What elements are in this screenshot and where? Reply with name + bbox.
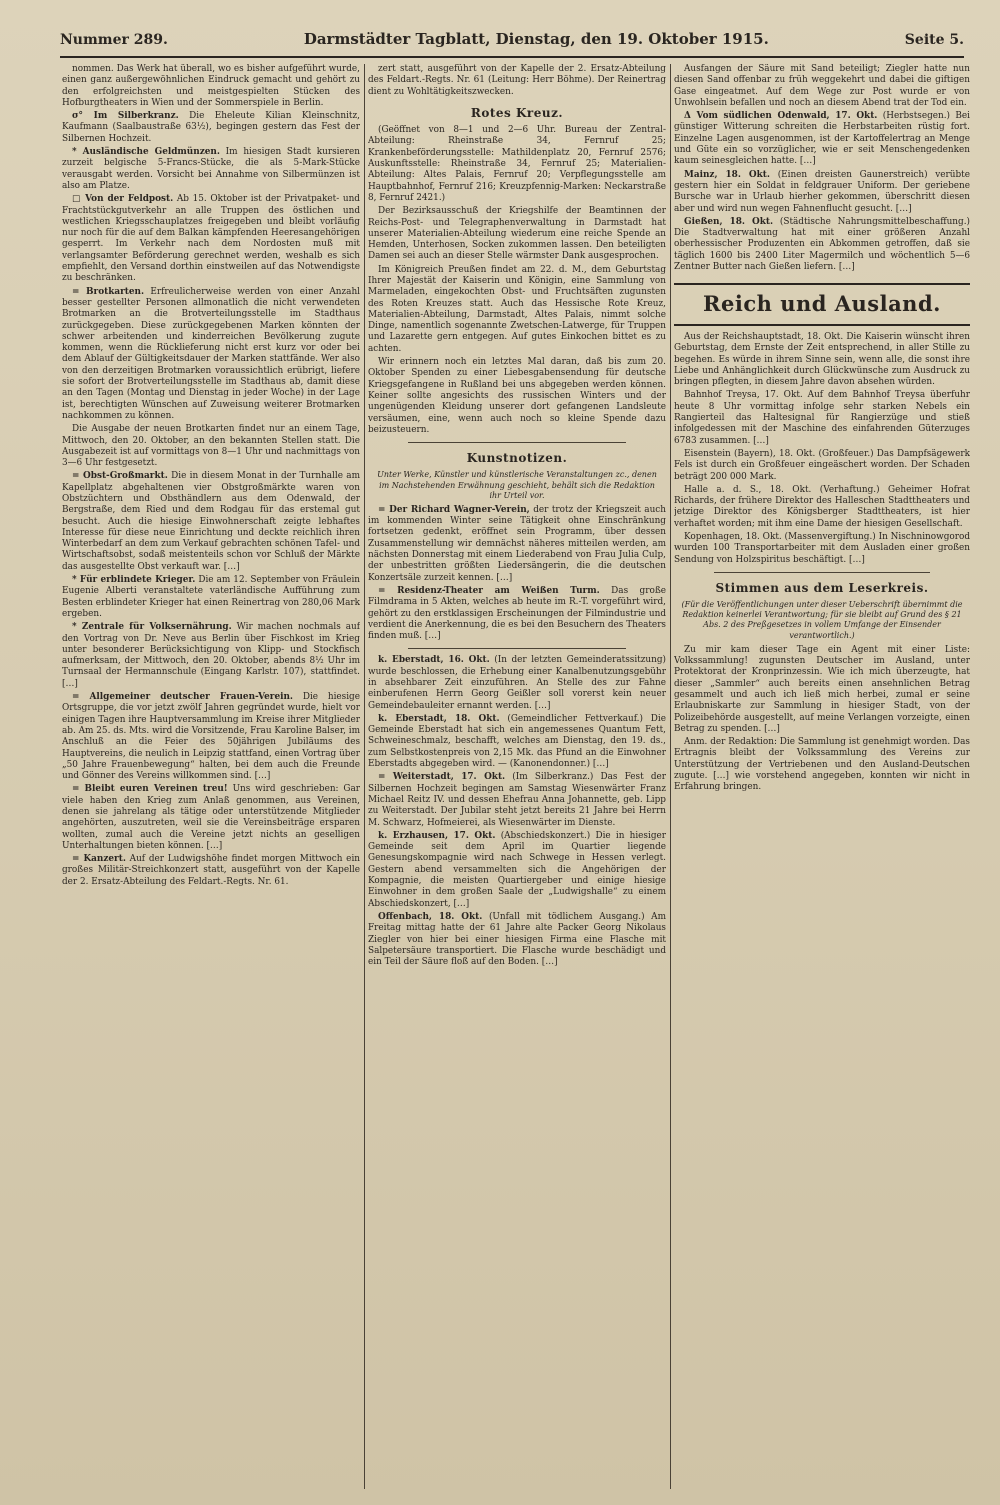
article-paragraph: [62, 854, 360, 888]
article-paragraph: [674, 449, 970, 483]
article-text: (Geöffnet von 8—1 und 2—6 Uhr. Bureau der Zentral-Abteilung: Rheinstraße 34, Fernruf 25; Krankenbeförderungsstelle: Mathildenplatz 20, Fernruf 2576; Auskunftsstelle: Rheinstraße 34, Fernruf 25; Materialien-Abteilung: Altes Palais, Fernruf 20; Verpflegungsstelle am Hauptbahnhof, Fernruf 216; Kreuzpfennig-Marken: Neckarstraße 8, Fernruf 2421.): [368, 125, 666, 203]
editorial-note: Unter Werke, Künstler und künstlerische Veranstaltungen zc., denen im Nachstehenden Erwähnung geschieht, behält sich die Redaktion ihr Urteil vor.: [377, 470, 657, 500]
article-paragraph: [368, 772, 666, 828]
section-heading-readers-voices: Stimmen aus dem Leserkreis.: [715, 580, 929, 595]
article-paragraph: [62, 622, 360, 690]
article-lead: = Obst-Großmarkt.: [72, 471, 168, 482]
article-text: Eisenstein (Bayern), 18. Okt. (Großfeuer.) Das Dampfsägewerk Fels ist durch ein Großfeuer eingeäschert worden. Der Schaden beträgt 200 000 Mark.: [674, 448, 970, 482]
article-lead: k. Erzhausen, 17. Okt.: [378, 830, 496, 841]
article-text: Der Bezirksausschuß der Kriegshilfe der Beamtinnen der Reichs-Post- und Telegraphenverwaltung in Darmstadt hat unserer Materialien-Abteilung wiederum eine reiche Spende an Hemden, Unterhosen, Socken zukommen lassen. Den beteiligten Damen sei auch an dieser Stelle wärmster Dank ausgesprochen.: [368, 206, 666, 262]
article-text: (Städtische Nahrungsmittelbeschaffung.) Die Stadtverwaltung hat mit einer größeren Anzahl oberhessischer Produzenten ein Abkommen getroffen, daß sie täglich 1600 bis 2400 Liter Magermilch und wöchentlich 5—6 Zentner Butter nach Gießen liefern. […]: [674, 216, 970, 273]
article-text: Die Eheleute Kilian Kleinschnitz, Kaufmann (Saalbaustraße 63½), begingen gestern das Fest der Silbernen Hochzeit.: [62, 111, 360, 144]
section-heading-reich-und-ausland: Reich und Ausland.: [674, 283, 970, 326]
article-paragraph: [368, 265, 666, 355]
disclaimer-note: (Für die Veröffentlichungen unter dieser Ueberschrift übernimmt die Redaktion keinerlei Verantwortung; für sie bleibt auf Grund des § 21 Abs. 2 des Preßgesetzes in vollem Umfange der Einsender verantwortlich.): [681, 600, 963, 640]
column-divider: [364, 64, 365, 1489]
article-lead: k. Eberstadt, 16. Okt.: [378, 655, 490, 666]
article-lead: = Residenz-Theater am Weißen Turm.: [378, 585, 600, 596]
article-lead: = Brotkarten.: [72, 286, 145, 297]
article-text: Die hiesige Ortsgruppe, die vor jetzt zwölf Jahren gegründet wurde, hielt vor einigen Tagen ihre Hauptversammlung im Kreise ihrer Mitglieder ab. Am 25. ds. Mts. wird die Vorsitzende, Frau Karoline Balser, im Anschluß an die Feier des 50jährigen Jubiläums des Hauptvereins, die neulich in Leipzig stattfand, einen Vortrag über „50 Jahre Frauenbewegung“ halten, bei dem auch die Freunde und Gönner des Vereins willkommen sind. […]: [62, 692, 360, 782]
article-paragraph: [674, 532, 970, 566]
article-paragraph: [62, 111, 360, 145]
article-text: (In der letzten Gemeinderatssitzung) wurde beschlossen, die Erhebung einer Kanalbenutzungsgebühr in absehbarer Zeit einzuführen. An Stelle des zur Fahne einberufenen Herrn Georg Geißler soll vorerst kein neuer Gemeindebauleiter ernannt werden. […]: [368, 655, 666, 711]
article-paragraph: [368, 912, 666, 968]
article-lead: = Kanzert.: [72, 854, 126, 865]
article-text: Wir machen nochmals auf den Vortrag von Dr. Neve aus Berlin über Fischkost im Krieg unter besonderer Berücksichtigung von Klipp- und Stockfisch aufmerksam, der Mittwoch, den 20. Oktober, abends 8½ Uhr im Turnsaal der Hermannschule (Eingang Karlstr. 107), stattfindet. […]: [62, 622, 360, 689]
column-3: [674, 64, 970, 1489]
article-paragraph: [674, 111, 970, 167]
section-heading-red-cross: Rotes Kreuz.: [470, 105, 564, 120]
article-paragraph: [62, 64, 360, 109]
article-text: Uns wird geschrieben: Gar viele haben den Krieg zum Anlaß genommen, aus Vereinen, denen sie jahrelang als tätige oder unterstützende Mitglieder angehörten, auszutreten, weil sie die Vereinsbeiträge ersparen wollten, zumal auch die Vereine jetzt nichts an geselligen Unterhaltungen bieten können. […]: [62, 784, 360, 851]
article-text: (Gemeindlicher Fettverkauf.) Die Gemeinde Eberstadt hat sich ein angemessenes Quantum Fett, Schweineschmalz, beschafft, welches am Dienstag, den 19. ds., zum Selbstkostenpreis von 2,15 Mk. das Pfund an die Einwohner Eberstadts abgegeben wird. — (Kanonendonner.) […]: [368, 713, 666, 770]
article-lead: σ° Im Silberkranz.: [72, 111, 179, 122]
article-text: Erfreulicherweise werden von einer Anzahl besser gestellter Personen allmonatlich die nicht verwendeten Brotmarken an die Brotverteilungsstelle im Stadthaus zurückgegeben. Diese zurückgegebenen Marken könnten der schwer arbeitenden und kinderreichen Bevölkerung zugute kommen, wenn die Rücklieferung nicht erst kurz vor oder bei dem Ablauf der Gültigkeitsdauer der Marken stattfände. Wer also von den derzeitigen Brotmarken voraussichtlich erübrigt, liefere sie sofort der Brotverteilungsstelle im Stadthaus ab, damit diese an den Tagen (Montag und Dienstag in jeder Woche) in der Lage ist, berechtigten Wünschen auf Zuweisung weiterer Brotmarken nachkommen zu können.: [62, 286, 360, 421]
article-lead: = Bleibt euren Vereinen treu!: [72, 784, 228, 795]
article-paragraph: [674, 390, 970, 446]
red-cross-articles: [368, 125, 666, 436]
column-divider: [670, 64, 671, 1489]
section-divider: [408, 442, 626, 443]
article-text: Die in diesem Monat in der Turnhalle am Kapellplatz abgehaltenen vier Obstgroßmärkte waren von Obstzüchtern und Obsthändlern aus dem Odenwald, der Bergstraße, dem Ried und dem Rodgau für das erstemal gut besucht. Auch die hiesige Einwohnerschaft zeigte lebhaftes Interesse für diese neue Einrichtung und deckte reichlich ihren Winterbedarf an dem zum Verkauf gebrachten schönen Tafel- und Wirtschaftsobst, sodaß meistenteils schon vor Schluß der Märkte das ausgestellte Obst verkauft war. […]: [62, 471, 360, 572]
article-lead: Gießen, 18. Okt.: [684, 216, 774, 227]
article-text: Im Königreich Preußen findet am 22. d. M., dem Geburtstag Ihrer Majestät der Kaiserin und Königin, eine Sammlung von Marmeladen, eingekochten Obst- und Fruchtsäften zugunsten des Roten Kreuzes statt. Auch das Hessische Rote Kreuz, Materialien-Abteilung, Darmstadt, Altes Palais, nimmt solche Dinge, namentlich sogenannte Zwetschen-Latwerge, für Truppen und Lazarette gern entgegen. Auf gutes Einkochen bittet es zu achten.: [368, 264, 666, 354]
reich-und-ausland-articles: [674, 332, 970, 566]
article-paragraph: [368, 505, 666, 584]
issue-number: Nummer 289.: [60, 32, 168, 48]
newspaper-title: Darmstädter Tagblatt, Dienstag, den 19. Oktober 1915.: [303, 30, 769, 48]
local-news-list: [62, 64, 360, 888]
article-text: Aus der Reichshauptstadt, 18. Okt. Die Kaiserin wünscht ihren Geburtstag, dem Ernste der Zeit entsprechend, in aller Stille zu begehen. Es würde in ihrem Sinne sein, wenn alle, die sonst ihre Liebe und Anhänglichkeit durch Glückwünsche zum Ausdruck zu bringen pflegten, in diesem Jahre davon absehen würden.: [674, 332, 970, 388]
article-paragraph: [368, 655, 666, 711]
article-paragraph: [62, 471, 360, 573]
article-lead: k. Eberstadt, 18. Okt.: [378, 713, 500, 724]
article-lead: Δ Vom südlichen Odenwald, 17. Okt.: [684, 111, 878, 122]
article-text: (Einen dreisten Gaunerstreich) verübte gestern hier ein Soldat in feldgrauer Uniform. Der geriebene Bursche war in Urlaub hierher gekommen, überschritt diesen aber und wird nun wegen Fahnenflucht gesucht. […]: [674, 169, 970, 214]
article-paragraph: [674, 645, 970, 735]
article-paragraph: [368, 831, 666, 910]
article-paragraph: [674, 217, 970, 273]
article-paragraph: [674, 332, 970, 388]
article-text: Die Ausgabe der neuen Brotkarten findet nur an einem Tage, Mittwoch, den 20. Oktober, an den bekannten Stellen statt. Die Ausgabezeit ist auf vormittags von 8—1 Uhr und nachmittags von 3—6 Uhr festgesetzt.: [62, 424, 360, 469]
article-text: der trotz der Kriegszeit auch im kommenden Winter seine Tätigkeit ohne Einschränkung fortsetzen gedenkt, eröffnet sein Programm, über dessen Zusammenstellung wir demnächst näheres mitteilen werden, am nächsten Donnerstag mit einem Liederabend von Frau Julia Culp, der unbestritten größten Liedersängerin, die die deutschen Konzertsäle zurzeit kennen. […]: [368, 504, 666, 583]
article-paragraph: [368, 714, 666, 770]
article-text: Kopenhagen, 18. Okt. (Massenvergiftung.) In Nischninowgorod wurden 100 Transportarbeiter mit dem Ausladen einer großen Sendung von Holzspiritus beschäftigt. […]: [674, 532, 970, 565]
article-lead: * Zentrale für Volksernährung.: [72, 622, 232, 633]
masthead: [60, 30, 964, 58]
article-paragraph: [368, 357, 666, 436]
article-lead: Offenbach, 18. Okt.: [378, 911, 483, 922]
article-paragraph: [62, 147, 360, 192]
page-number: Seite 5.: [904, 32, 964, 48]
article-text: Wir erinnern noch ein letztes Mal daran, daß bis zum 20. Oktober Spenden zu einer Liebesgabensendung für deutsche Kriegsgefangene in Rußland bei uns abgegeben werden können. Keiner sollte angesichts des russischen Winters und der ungenügenden Kleidung unserer dort gefangenen Landsleute versäumen, eine, wenn auch noch so kleine Spende dazu beizusteuern.: [368, 357, 666, 435]
section-divider: [408, 648, 626, 649]
section-divider: [714, 572, 930, 573]
article-paragraph: [674, 485, 970, 530]
article-text: Halle a. d. S., 18. Okt. (Verhaftung.) Geheimer Hofrat Richards, der frühere Direktor des Halleschen Stadttheaters und jetzige Direktor des Königsberger Stadttheaters, ist hier verhaftet worden; mit ihm eine Dame der hiesigen Gesellschaft.: [674, 484, 970, 529]
article-paragraph: [62, 194, 360, 284]
article-lead: = Der Richard Wagner-Verein,: [378, 504, 530, 515]
article-paragraph: [62, 424, 360, 469]
article-paragraph: [62, 287, 360, 423]
article-text: (Herbstsegen.) Bei günstiger Witterung schreiten die Herbstarbeiten rüstig fort. Einzelne Lagen ausgenommen, ist der Kartoffelertrag an Menge und Güte ein so vorzüglicher, wie er seit Menschengedenken kaum seinesgleichen hatte. […]: [674, 111, 970, 167]
column-1: [62, 64, 360, 1489]
article-lead: = Weiterstadt, 17. Okt.: [378, 772, 506, 783]
article-text: Das große Filmdrama in 5 Akten, welches ab heute im R.-T. vorgeführt wird, gehört zu den erstklassigen Erscheinungen der Filmindustrie und verdient die Anerkennung, die es bei den Besuchern des Theaters finden muß. […]: [368, 585, 666, 642]
article-paragraph: [674, 737, 970, 793]
article-paragraph: [368, 586, 666, 642]
article-text: (Im Silberkranz.) Das Fest der Silbernen Hochzeit begingen am Samstag Wiesenwärter Franz Michael Reitz IV. und dessen Ehefrau Anna Johannette, geb. Lipp zu Weiterstadt. Der Jubilar steht jetzt bereits 21 Jahre bei Herrn M. Schwarz, Hofmeierei, als Wiesenwärter im Dienste.: [368, 772, 666, 828]
article-paragraph: [62, 784, 360, 852]
article-paragraph: [62, 575, 360, 620]
readers-voices-articles: [674, 645, 970, 794]
article-lead: * Für erblindete Krieger.: [72, 575, 196, 586]
article-text: Anm. der Redaktion: Die Sammlung ist genehmigt worden. Das Ertragnis bleibt der Volkssammlung des Vereins zur Unterstützung der Vertriebenen und den Ausland-Deutschen zugute. […] wie vorstehend angegeben, konnten wir nicht in Erfahrung bringen.: [674, 737, 970, 793]
regional-news-continued: [674, 64, 970, 273]
article-text: nommen. Das Werk hat überall, wo es bisher aufgeführt wurde, einen ganz außergewöhnlichen Eindruck gemacht und gehört zu den erfolgreichsten und meistgespielten Stücken des Hofburgtheaters in Wien und der Sommerspiele in Berlin.: [62, 64, 360, 108]
article-text: Ab 15. Oktober ist der Privatpaket- und Frachtstückgutverkehr an alle Truppen des östlichen und westlichen Kriegsschauplatzes freigegeben und bleibt vorläufig nur noch für die auf dem Balkan kämpfenden Heeresangehörigen gesperrt. Im Verkehr nach dem Nordosten muß mit verlangsamter Beförderung gerechnet werden, weshalb es sich empfiehlt, den Versand dorthin einstweilen auf das Notwendigste zu beschränken.: [62, 194, 360, 284]
article-text: Zu mir kam dieser Tage ein Agent mit einer Liste: Volkssammlung! zugunsten Deutscher im Ausland, unter Protektorat der Kronprinzessin. Wie ich mich überzeugte, hat dieser „Sammler“ auch bereits einen ansehnlichen Betrag gesammelt und auch ich ließ mich herbei, zumal er seine Erlaubniskarte zur Sammlung in hiesiger Stadt, von der Polizeibehörde ausgestellt, auf meine Verlangen vorzeigte, einen Betrag zu spenden. […]: [674, 644, 970, 734]
regional-news-articles: [368, 655, 666, 968]
article-lead: □ Von der Feldpost.: [72, 194, 174, 205]
article-text: Im hiesigen Stadt kursieren zurzeit belgische 5-Francs-Stücke, die als 5-Mark-Stücke verausgabt werden. Vorsicht bei Annahme von Silbermünzen ist also am Platze.: [62, 147, 360, 191]
article-continuation: zert statt, ausgeführt von der Kapelle der 2. Ersatz-Abteilung des Feldart.-Regts. Nr. 61 (Leitung: Herr Böhme). Der Reinertrag dient zu Wohltätigkeitszwecken.: [368, 64, 666, 97]
article-lead: * Ausländische Geldmünzen.: [72, 147, 220, 158]
article-paragraph: [368, 125, 666, 204]
article-paragraph: [368, 206, 666, 262]
column-2: [368, 64, 666, 1489]
article-text: Bahnhof Treysa, 17. Okt. Auf dem Bahnhof Treysa überfuhr heute 8 Uhr vormittag infolge sehr starken Nebels ein Rangierteil das Haltesignal für Rangierzüge und stieß infolgedessen mit der Maschine des einfahrenden Güterzuges 6783 zusammen. […]: [674, 390, 970, 446]
article-text: Ausfangen der Säure mit Sand beteiligt; Ziegler hatte nun diesen Sand offenbar zu früh weggekehrt und dabei die giftigen Gase eingeatmet. Auf dem Wege zur Post wurde er von Unwohlsein befallen und noch an diesem Abend trat der Tod ein.: [674, 64, 970, 108]
article-paragraph: [674, 170, 970, 215]
article-text: Die am 12. September von Fräulein Eugenie Alberti veranstaltete vaterländische Aufführung zum Besten erblindeter Krieger hat einen Reinertrag von 280,06 Mark ergeben.: [62, 575, 360, 619]
article-lead: Mainz, 18. Okt.: [684, 169, 770, 180]
article-lead: = Allgemeiner deutscher Frauen-Verein.: [72, 692, 294, 703]
art-notes-articles: [368, 505, 666, 643]
article-text: Auf der Ludwigshöhe findet morgen Mittwoch ein großes Militär-Streichkonzert statt, ausgeführt von der Kapelle der 2. Ersatz-Abteilung des Feldart.-Regts. Nr. 61.: [62, 854, 360, 887]
section-heading-art-notes: Kunstnotizen.: [466, 451, 568, 466]
article-text: (Unfall mit tödlichem Ausgang.) Am Freitag mittag hatte der 61 Jahre alte Packer Georg Nikolaus Ziegler von hier bei einer hiesigen Firma eine Flasche mit Salpetersäure transportiert. Die Flasche wurde beschädigt und ein Teil der Säure floß auf den Boden. […]: [368, 911, 666, 968]
article-paragraph: [674, 64, 970, 109]
article-paragraph: [62, 692, 360, 782]
article-text: (Abschiedskonzert.) Die in hiesiger Gemeinde seit dem April im Quartier liegende Genesungskompagnie wird nach Schwege in Hessen verlegt. Gestern abend versammelten sich die Angehörigen der Kompagnie, die meisten Quartiergeber und einige hiesige Einwohner in dem großen Saale der „Ludwigshalle“ zu einem Abschiedskonzert, […]: [368, 830, 666, 909]
